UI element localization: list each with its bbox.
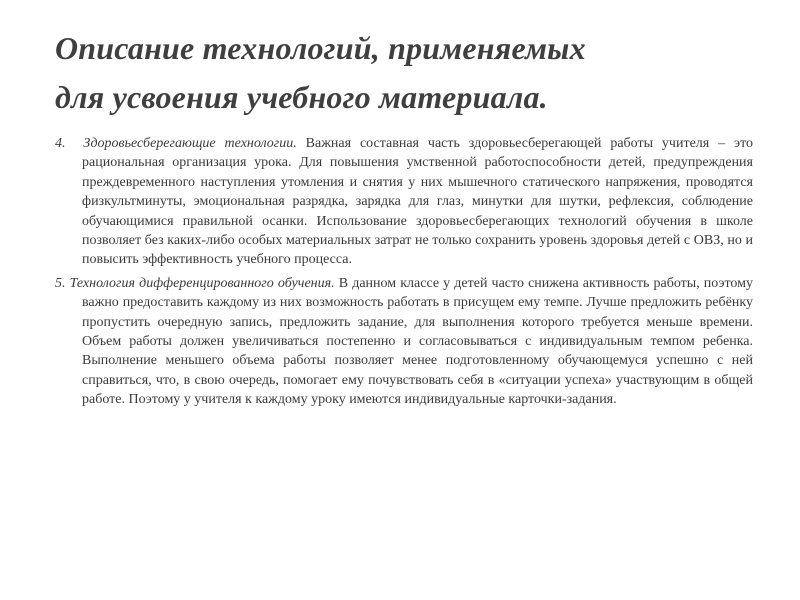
slide-title-line-1: Описание технологий, применяемых [55,30,586,66]
slide-body [55,134,753,410]
paragraph-differentiated-learning [55,274,753,410]
paragraph-number: 4. [55,136,66,151]
paragraph-number: 5. [55,275,66,291]
paragraph-lead: Технология дифференцированного обучения. [69,275,335,291]
slide-title-line-2: для усвоения учебного материала. [55,79,548,115]
paragraph-text: Важная составная часть здоровьесберегающей работы учителя – это рациональная организация урока. Для повышения умственной работоспособности детей, предупреждения преждевременного наступления утомления и снятия у них мышечного статического напряжения, проводятся физкультминуты, эмоциональная разрядка, зарядка для глаз, минутки для шутки, рефлексия, соблюдение обучающимися правильной осанки. Использование здоровьесберегающих технологий обучения в школе позволяет без каких-либо особых материальных затрат не только сохранить уровень здоровья детей с ОВЗ, но и повысить эффективность учебного процесса. [82,136,754,268]
slide-title [55,24,775,122]
paragraph-health-saving [55,134,753,270]
paragraph-text: В данном классе у детей часто снижена активность работы, поэтому важно предоставить каждому из них возможность работать в присущем ему темпе. Лучше предложить ребёнку пропустить очередную запись, предложить задание, для выполнения которого требуется меньше времени. Объем работы должен увеличиваться постепенно и согласовываться с индивидуальным темпом ребенка. Выполнение меньшего объема работы позволяет менее подготовленному обучающемуся успешно с ней справиться, что, в свою очередь, помогает ему почувствовать себя в «ситуации успеха» участвующим в общей работе. Поэтому у учителя к каждому уроку имеются индивидуальные карточки-задания. [82,275,754,408]
paragraph-lead: Здоровьесберегающие технологии. [83,136,297,151]
